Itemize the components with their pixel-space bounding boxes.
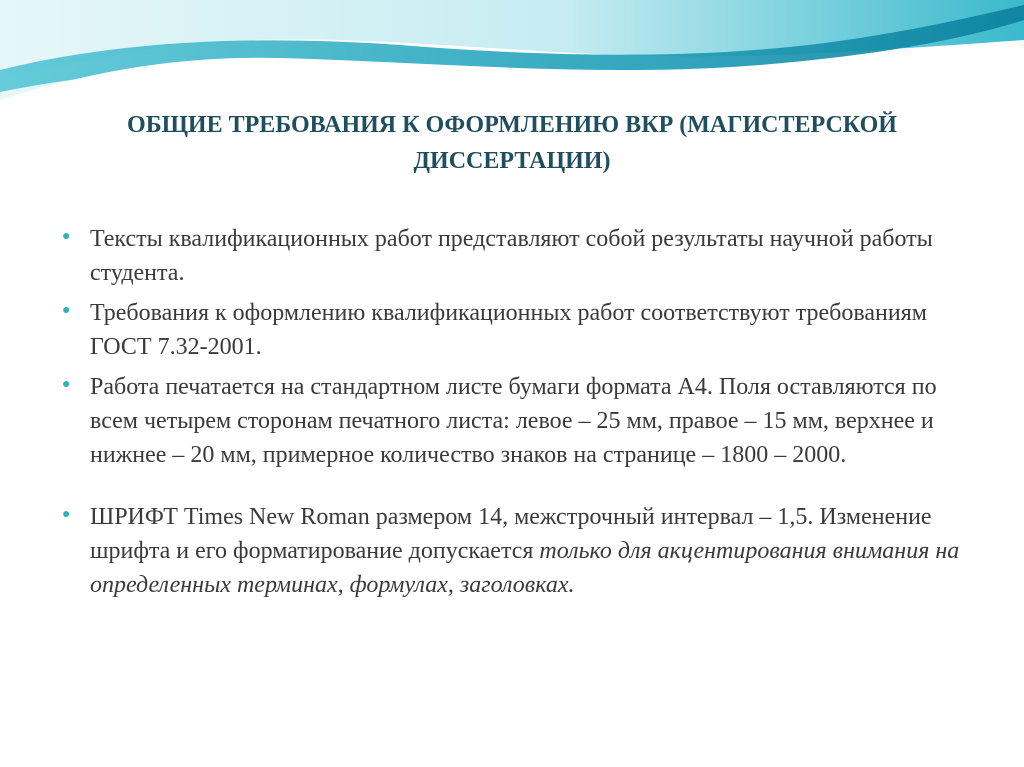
slide-title: ОБЩИЕ ТРЕБОВАНИЯ К ОФОРМЛЕНИЮ ВКР (МАГИСТЕРСКОЙ ДИССЕРТАЦИИ): [127, 112, 897, 174]
bullet-list: [62, 222, 962, 602]
bullet-icon: ●: [62, 229, 71, 244]
list-item-text: Тексты квалификационных работ представляют собой результаты научной работы студента.: [90, 226, 933, 286]
list-item: [62, 222, 962, 290]
list-item-emphasis: только для акцентирования внимания на определенных терминах, формулах, заголовках.: [90, 538, 960, 598]
bullet-icon: ●: [62, 377, 71, 392]
list-item: [62, 296, 962, 364]
list-item-text: Требования к оформлению квалификационных работ соответствуют требованиям ГОСТ 7.32-2001.: [90, 300, 927, 360]
list-item-text: ШРИФТ Times New Roman размером 14, межстрочный интервал – 1,5. Изменение шрифта и его форматирование допускается: [90, 504, 932, 564]
list-item: [62, 370, 962, 472]
list-item-text: Работа печатается на стандартном листе бумаги формата А4. Поля оставляются по всем четырем сторонам печатного листа: левое – 25 мм, правое – 15 мм, верхнее и нижнее – 20 мм, примерное количество знаков на странице – 1800 – 2000.: [90, 374, 937, 468]
bullet-icon: ●: [62, 303, 71, 318]
list-item: [62, 500, 962, 602]
bullet-icon: ●: [62, 507, 71, 522]
